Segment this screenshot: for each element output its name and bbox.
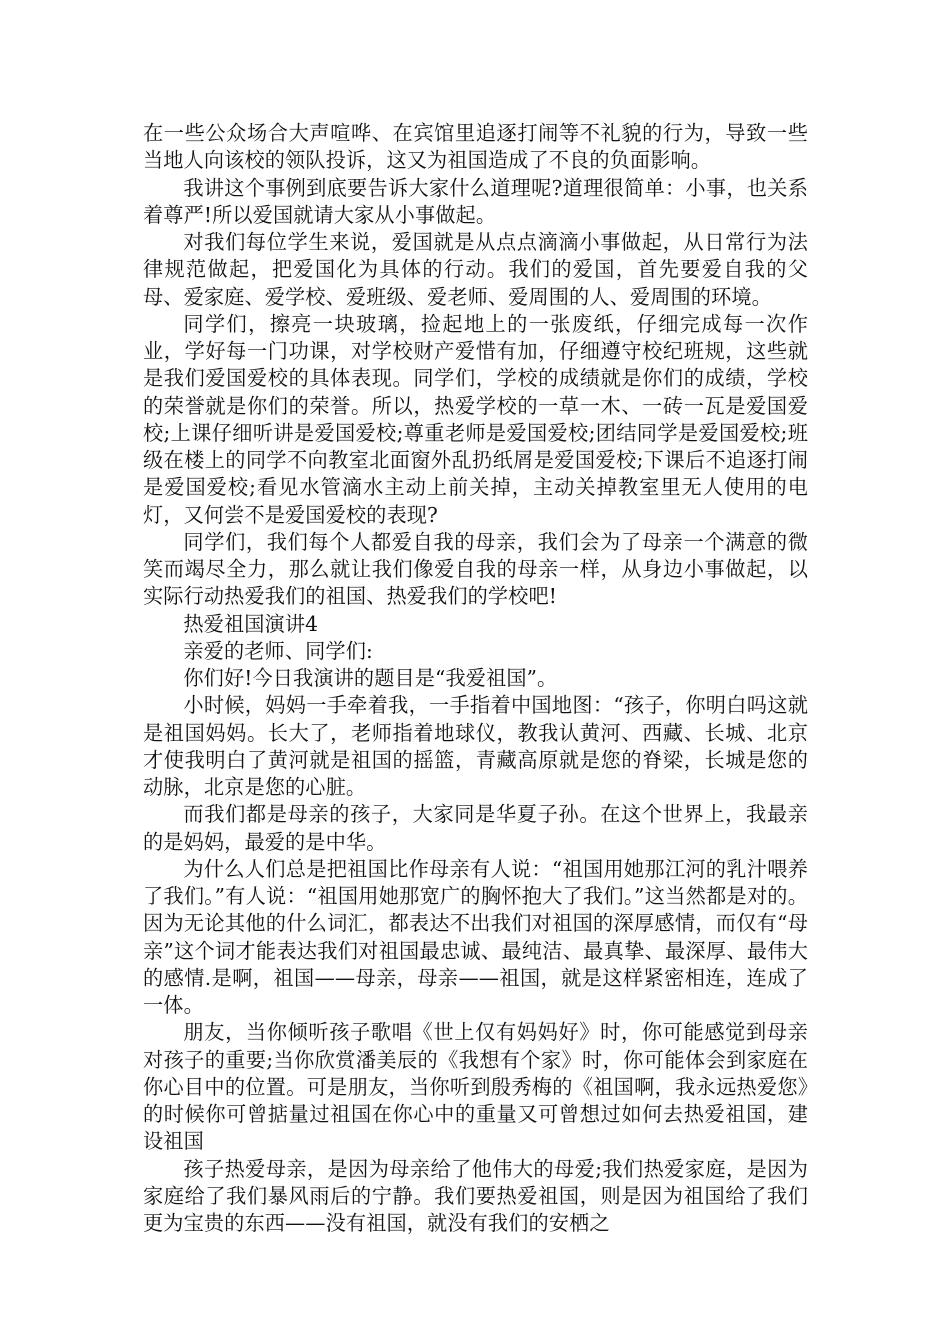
section-heading: 热爱祖国演讲4 — [183, 611, 319, 636]
paragraph-9: 小时候，妈妈一手牵着我，一手指着中国地图：“孩子，你明白吗这就是祖国妈妈。长大了，老师指着地球仪，教我认黄河、西藏、长城、北京才使我明白了黄河就是祖国的摇篮，青藏高原就是您的脊梁，长城是您的动脉，北京是您的心脏。 — [143, 693, 808, 799]
paragraph-5: 同学们，我们每个人都爱自我的母亲，我们会为了母亲一个满意的微笑而竭尽全力，那么就让我们像爱自我的母亲一样，从身边小事做起，以实际行动热爱我们的祖国、热爱我们的学校吧! — [143, 529, 808, 609]
paragraph-4: 同学们，擦亮一块玻璃，捡起地上的一张废纸，仔细完成每一次作业，学好每一门功课，对学校财产爱惜有加，仔细遵守校纪班规，这些就是我们爱国爱校的具体表现。同学们，学校的成绩就是你们的成绩，学校的荣誉就是你们的荣誉。所以，热爱学校的一草一木、一砖一瓦是爱国爱校;上课仔细听讲是爱国爱校;尊重老师是爱国爱校;团结同学是爱国爱校;班级在楼上的同学不向教室北面窗外乱扔纸屑是爱国爱校;下课后不追逐打闹是爱国爱校;看见水管滴水主动上前关掉，主动关掉教室里无人使用的电灯，又何尝不是爱国爱校的表现? — [143, 311, 808, 527]
paragraph-1: 在一些公众场合大声喧哗、在宾馆里追逐打闹等不礼貌的行为，导致一些当地人向该校的领队投诉，这又为祖国造成了不良的负面影响。 — [143, 121, 808, 173]
paragraph-3: 对我们每位学生来说，爱国就是从点点滴滴小事做起，从日常行为法律规范做起，把爱国化为具体的行动。我们的爱国，首先要爱自我的父母、爱家庭、爱学校、爱班级、爱老师、爱周围的人、爱周围的环境。 — [143, 230, 808, 309]
salutation: 亲爱的老师、同学们: — [183, 638, 373, 663]
paragraph-greeting: 你们好!今日我演讲的题目是“我爱祖国”。 — [183, 666, 558, 690]
paragraph-10: 而我们都是母亲的孩子，大家同是华夏子孙。在这个世界上，我最亲的是妈妈，最爱的是中华。 — [143, 802, 808, 854]
paragraph-13: 孩子热爱母亲，是因为母亲给了他伟大的母爱;我们热爱家庭，是因为家庭给了我们暴风雨后的宁静。我们要热爱祖国，则是因为祖国给了我们更为宝贵的东西——没有祖国，就没有我们的安栖之 — [143, 1156, 808, 1235]
paragraph-12: 朋友，当你倾听孩子歌唱《世上仅有妈妈好》时，你可能感觉到母亲对孩子的重要;当你欣赏潘美辰的《我想有个家》时，你可能体会到家庭在你心目中的位置。可是朋友，当你听到殷秀梅的《祖国啊，我永远热爱您》的时候你可曾掂量过祖国在你心中的重量又可曾想过如何去热爱祖国，建设祖国 — [143, 1020, 808, 1154]
document-body — [143, 120, 808, 1237]
paragraph-2: 我讲这个事例到底要告诉大家什么道理呢?道理很简单：小事，也关系着尊严!所以爱国就请大家从小事做起。 — [143, 175, 808, 227]
paragraph-11: 为什么人们总是把祖国比作母亲有人说：“祖国用她那江河的乳汁喂养了我们。”有人说：“祖国用她那宽广的胸怀抱大了我们。”这当然都是对的。因为无论其他的什么词汇，都表达不出我们对祖国的深厚感情，而仅有“母亲”这个词才能表达我们对祖国最忠诚、最纯洁、最真挚、最深厚、最伟大的感情.是啊，祖国——母亲，母亲——祖国，就是这样紧密相连，连成了一体。 — [143, 856, 808, 1017]
